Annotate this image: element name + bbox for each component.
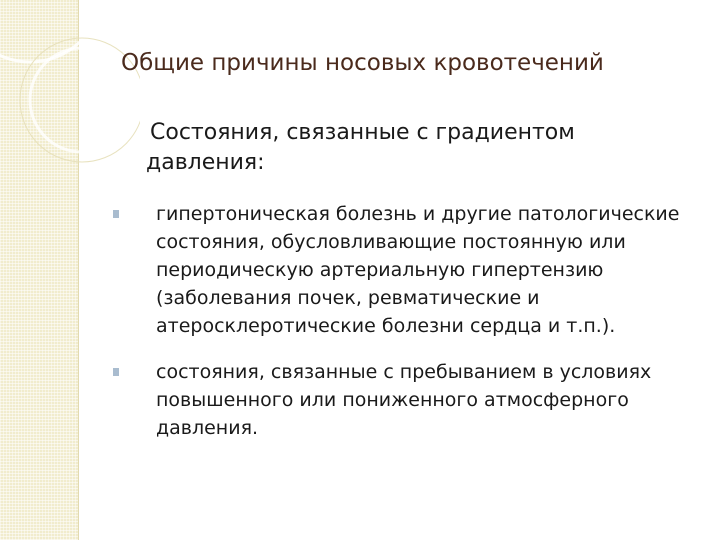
square-bullet-icon bbox=[113, 368, 119, 376]
bullet-text: состояния, связанные с пребыванием в условиях повышенного или пониженного атмосферного давления. bbox=[156, 361, 652, 439]
decorative-circles bbox=[0, 0, 140, 180]
bullet-text: гипертоническая болезнь и другие патологические состояния, обусловливающие постоянную или периодическую артериальную гипертензию (заболевания почек, ревматические и атеросклеротические болезни сердца и т.п.). bbox=[156, 203, 680, 337]
list-item bbox=[112, 358, 712, 442]
bullet-list bbox=[112, 200, 712, 460]
square-bullet-icon bbox=[113, 210, 119, 218]
intro-text: Состояния, связанные с градиентом давления: bbox=[146, 120, 575, 175]
list-item bbox=[112, 200, 712, 340]
slide-title: Общие причины носовых кровотечений bbox=[121, 50, 604, 76]
